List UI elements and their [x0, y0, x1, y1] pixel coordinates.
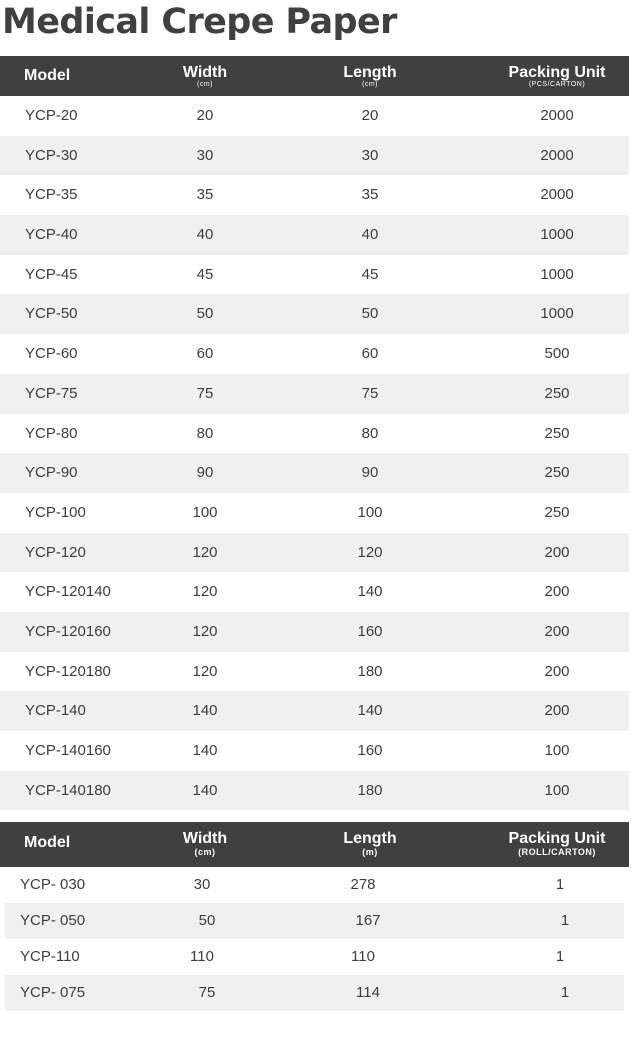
table-row: [0, 374, 629, 414]
cell-packing: 200: [544, 662, 570, 680]
table-row: [0, 652, 629, 692]
header-length-label: Length: [343, 830, 397, 847]
page-title: Medical Crepe Paper: [2, 2, 397, 42]
roll-spec-table: [0, 822, 629, 1011]
table-row: [0, 175, 629, 215]
cell-model: YCP-90: [25, 464, 78, 482]
table-row: [0, 771, 629, 811]
table-row: [0, 136, 629, 176]
cell-model: YCP- 075: [20, 984, 86, 1001]
cell-model: YCP-20: [25, 107, 78, 124]
cell-width: 80: [196, 424, 214, 442]
cell-width: 40: [196, 226, 214, 244]
cell-width: 90: [196, 464, 214, 482]
header-width: [145, 822, 265, 857]
header-model-label: Model: [24, 67, 71, 84]
cell-length: 100: [357, 503, 383, 521]
header-length-unit: (cm): [362, 81, 378, 88]
header-packing-unit: (ROLL/CARTON): [518, 847, 596, 857]
cell-model: YCP-140: [25, 702, 86, 720]
header-length-label: Length: [343, 64, 397, 81]
table-row: [0, 96, 629, 136]
cell-model: YCP-110: [20, 948, 80, 965]
table-row: [0, 294, 629, 334]
table-row: [0, 533, 629, 573]
cell-length: 50: [361, 305, 379, 323]
cell-length: 80: [361, 424, 379, 442]
cell-packing: 200: [544, 543, 570, 561]
cell-length: 120: [357, 543, 383, 561]
sheet-spec-table: [0, 56, 629, 810]
cell-model: YCP-60: [25, 345, 78, 363]
cell-model: YCP-30: [25, 146, 78, 164]
cell-width: 140: [192, 742, 218, 759]
header-packing-label: Packing Unit: [508, 64, 606, 81]
cell-packing: 1000: [540, 226, 574, 244]
table-row: [0, 572, 629, 612]
header-width-label: Width: [182, 830, 228, 847]
cell-length: 30: [361, 146, 379, 164]
cell-packing: 200: [544, 702, 570, 720]
header-model: [24, 822, 154, 851]
header-width-unit: (cm): [194, 847, 216, 857]
cell-packing: 200: [544, 622, 570, 640]
cell-width: 50: [196, 305, 214, 323]
cell-length: 110: [351, 948, 375, 965]
header-model: [24, 56, 154, 84]
cell-width: 100: [192, 503, 218, 521]
cell-model: YCP-45: [25, 265, 78, 283]
table-row: [0, 867, 629, 903]
cell-length: 35: [361, 186, 379, 204]
header-packing: [482, 56, 632, 89]
cell-length: 140: [357, 583, 383, 601]
header-width: [145, 56, 265, 89]
table-row: [0, 414, 629, 454]
cell-model: YCP-75: [25, 384, 78, 402]
cell-model: YCP-140160: [25, 742, 111, 759]
cell-packing: 1: [560, 984, 570, 1001]
cell-length: 160: [357, 742, 383, 759]
cell-width: 120: [192, 543, 218, 561]
cell-width: 120: [192, 622, 218, 640]
cell-width: 20: [196, 107, 214, 124]
table-row: [5, 903, 624, 939]
header-width-label: Width: [182, 64, 228, 81]
cell-width: 120: [192, 662, 218, 680]
cell-model: YCP-40: [25, 226, 78, 244]
cell-length: 167: [355, 912, 381, 929]
cell-length: 180: [357, 781, 383, 799]
cell-model: YCP-140180: [25, 781, 111, 799]
cell-packing: 500: [544, 345, 570, 363]
cell-width: 140: [192, 702, 218, 720]
header-model-label: Model: [24, 834, 71, 851]
cell-packing: 1: [555, 948, 565, 965]
cell-length: 45: [361, 265, 379, 283]
cell-packing: 1000: [540, 265, 574, 283]
cell-length: 140: [357, 702, 383, 720]
cell-width: 45: [196, 265, 214, 283]
cell-width: 50: [198, 912, 216, 929]
cell-model: YCP-120140: [25, 583, 111, 601]
cell-packing: 250: [544, 464, 570, 482]
table-row: [5, 975, 624, 1011]
cell-width: 30: [193, 876, 211, 893]
cell-length: 278: [350, 876, 376, 893]
cell-packing: 1: [555, 876, 565, 893]
cell-packing: 2000: [540, 186, 574, 204]
table-row: [0, 939, 629, 975]
cell-model: YCP-50: [25, 305, 78, 323]
cell-length: 90: [361, 464, 379, 482]
table-row: [0, 453, 629, 493]
cell-width: 35: [196, 186, 214, 204]
cell-model: YCP-35: [25, 186, 78, 204]
cell-width: 75: [196, 384, 214, 402]
cell-length: 40: [361, 226, 379, 244]
cell-packing: 1000: [540, 305, 574, 323]
cell-packing: 250: [544, 424, 570, 442]
cell-model: YCP-120160: [25, 622, 111, 640]
cell-packing: 100: [544, 781, 570, 799]
table-row: [0, 612, 629, 652]
cell-length: 20: [361, 107, 379, 124]
cell-packing: 250: [544, 503, 570, 521]
cell-model: YCP- 050: [20, 912, 86, 929]
table-row: [0, 691, 629, 731]
cell-model: YCP-120: [25, 543, 86, 561]
table-row: [0, 215, 629, 255]
cell-width: 30: [196, 146, 214, 164]
header-packing-unit: (PCS/CARTON): [528, 81, 586, 88]
cell-model: YCP-100: [25, 503, 86, 521]
table-row: [0, 334, 629, 374]
table-body: [0, 96, 629, 810]
cell-length: 60: [361, 345, 379, 363]
table-header: [0, 822, 629, 867]
cell-packing: 1: [560, 912, 570, 929]
cell-length: 114: [356, 984, 380, 1001]
cell-length: 160: [357, 622, 383, 640]
cell-width: 140: [192, 781, 218, 799]
cell-width: 60: [196, 345, 214, 363]
cell-length: 180: [357, 662, 383, 680]
header-length-unit: (m): [362, 847, 378, 857]
table-row: [0, 493, 629, 533]
header-packing: [482, 822, 632, 857]
cell-model: YCP-80: [25, 424, 78, 442]
header-width-unit: (cm): [197, 81, 213, 88]
cell-packing: 200: [544, 583, 570, 601]
cell-length: 75: [361, 384, 379, 402]
cell-packing: 2000: [540, 107, 574, 124]
table-row: [0, 731, 629, 771]
header-length: [310, 56, 430, 89]
cell-width: 75: [198, 984, 216, 1001]
cell-packing: 250: [544, 384, 570, 402]
cell-model: YCP-120180: [25, 662, 111, 680]
cell-model: YCP- 030: [20, 876, 86, 893]
table-body: [0, 867, 629, 1011]
table-header: [0, 56, 629, 96]
cell-width: 120: [192, 583, 218, 601]
header-packing-label: Packing Unit: [508, 830, 606, 847]
cell-packing: 2000: [540, 146, 574, 164]
cell-width: 110: [190, 948, 214, 965]
header-length: [310, 822, 430, 857]
cell-packing: 100: [544, 742, 570, 759]
table-row: [0, 255, 629, 295]
